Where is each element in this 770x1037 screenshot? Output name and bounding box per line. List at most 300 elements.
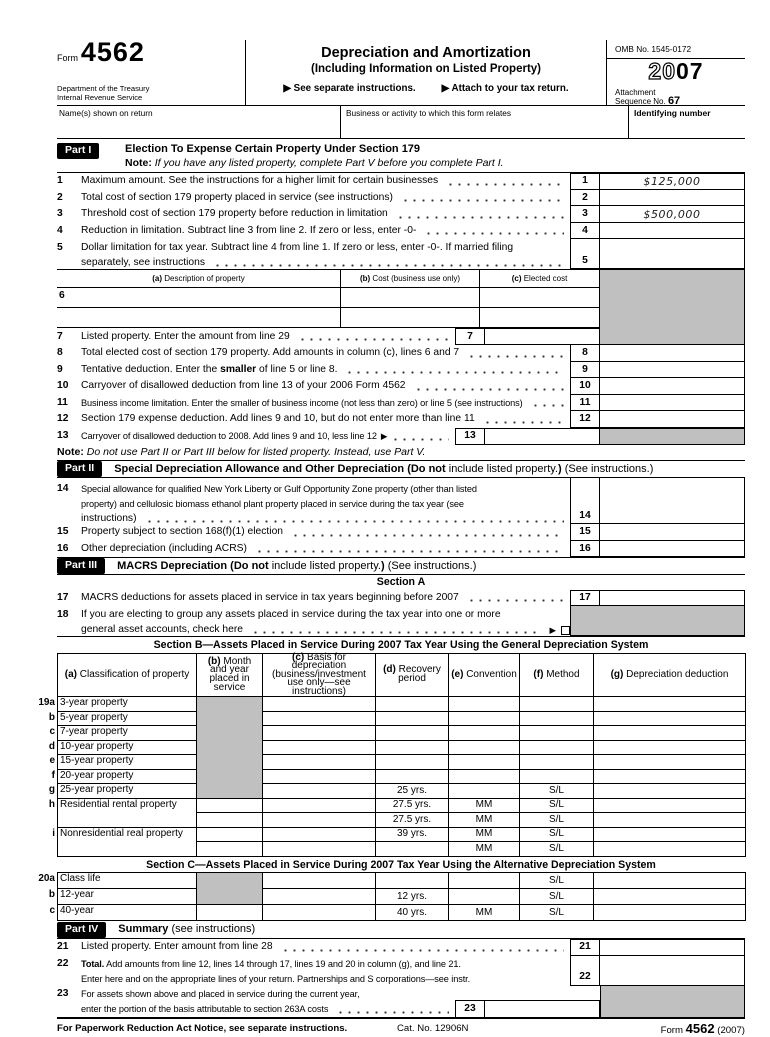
name-label: Name(s) shown on return bbox=[59, 108, 153, 118]
line-12-box: 12 bbox=[570, 411, 600, 427]
row-19g: g 25-year property 25 yrs. S/L bbox=[58, 784, 746, 799]
line-9-label-pre: Tentative deduction. Enter the bbox=[81, 363, 221, 375]
dotted-leader bbox=[446, 183, 564, 186]
cell-19h2-recovery: 27.5 yrs. bbox=[376, 813, 449, 828]
part3-header: Part III MACRS Depreciation (Do not include listed property.) (See instructions.) bbox=[57, 557, 745, 575]
line-15-box: 15 bbox=[570, 524, 600, 540]
col-elected-cost-header: (c) Elected cost bbox=[480, 270, 600, 287]
row-19d: d 10-year property bbox=[58, 740, 746, 755]
line-6-cost-cell-2[interactable] bbox=[340, 308, 480, 327]
dotted-leader bbox=[336, 1011, 449, 1014]
cell-19c-method[interactable] bbox=[520, 726, 594, 741]
identifying-label: Identifying number bbox=[634, 108, 711, 118]
cell-19e-method[interactable] bbox=[520, 755, 594, 770]
line-1-value: $125,000 bbox=[643, 175, 701, 188]
row-20a: 20a Class life S/L bbox=[58, 873, 746, 889]
line-14-number: 14 bbox=[57, 482, 69, 494]
year-outline-digits: 20 bbox=[648, 57, 676, 84]
shaded-month-year-20a-b bbox=[197, 873, 263, 905]
row-19c-label: 7-year property bbox=[60, 726, 128, 738]
cell-19i2-deduction[interactable] bbox=[594, 842, 746, 857]
line-13-box: 13 bbox=[455, 428, 485, 445]
name-field[interactable] bbox=[57, 106, 340, 138]
cell-19h1-month[interactable] bbox=[197, 798, 263, 813]
line-22-label-2: Enter here and on the appropriate lines of your return. Partnerships and S corporations—see instr. bbox=[81, 974, 471, 985]
cell-20c-deduction[interactable] bbox=[594, 905, 746, 921]
cell-19g-recovery: 25 yrs. bbox=[376, 784, 449, 799]
cell-19i2-convention: MM bbox=[449, 842, 520, 857]
cell-19g-deduction[interactable] bbox=[594, 784, 746, 799]
line-23-row bbox=[57, 986, 745, 1019]
line-12-row bbox=[57, 411, 745, 428]
form-number: 4562 bbox=[80, 37, 145, 67]
line-9-entry[interactable] bbox=[600, 362, 745, 378]
cell-19g-basis[interactable] bbox=[263, 784, 376, 799]
row-19b-label: 5-year property bbox=[60, 711, 128, 723]
cell-19g-convention[interactable] bbox=[449, 784, 520, 799]
line-17-number: 17 bbox=[57, 591, 69, 603]
cell-20b-convention[interactable] bbox=[449, 889, 520, 905]
part2-badge: Part II bbox=[57, 461, 102, 477]
cell-19f-method[interactable] bbox=[520, 769, 594, 784]
line-10-box: 10 bbox=[570, 378, 600, 394]
cell-20c-convention: MM bbox=[449, 905, 520, 921]
col-description-header: (a) Description of property bbox=[152, 274, 245, 283]
cell-19c-deduction[interactable] bbox=[594, 726, 746, 741]
cell-19i2-recovery[interactable] bbox=[376, 842, 449, 857]
line-17-box: 17 bbox=[570, 591, 600, 606]
line-9-row bbox=[57, 362, 745, 379]
department-lines bbox=[57, 84, 149, 102]
part1-note-text: If you have any listed property, complete Part V before you complete Part I. bbox=[151, 157, 504, 169]
col-c-header: (c) Basis for depreciation (business/investment use only—see instructions) bbox=[263, 653, 376, 697]
cell-19b-basis[interactable] bbox=[263, 711, 376, 726]
cell-20a-convention[interactable] bbox=[449, 873, 520, 889]
part3-badge: Part III bbox=[57, 558, 105, 574]
dotted-leader bbox=[467, 599, 564, 602]
part3-title-plain: include listed property. bbox=[268, 559, 381, 572]
line-18-label-1: If you are electing to group any assets placed in service during the tax year into one or more bbox=[81, 608, 501, 620]
form-word: Form bbox=[57, 53, 78, 63]
footer-form-id: Form 4562 (2007) bbox=[660, 1020, 745, 1036]
line-5-number: 5 bbox=[57, 241, 63, 253]
line-9-label-post: of line 5 or line 8. bbox=[256, 363, 338, 375]
line-22-label-1: Add amounts from line 12, lines 14 through 17, lines 19 and 20 in column (g), and line 21. bbox=[104, 959, 461, 970]
line-6-elected-cell-1[interactable] bbox=[480, 288, 600, 307]
cell-19f-basis[interactable] bbox=[263, 769, 376, 784]
line-9-box: 9 bbox=[570, 362, 600, 378]
line-21-row bbox=[57, 939, 745, 956]
line-9-label-bold: smaller bbox=[220, 363, 257, 375]
cell-20a-method: S/L bbox=[520, 873, 594, 889]
line-5-row bbox=[57, 239, 745, 269]
row-19i-1: i Nonresidential real property 39 yrs. MM S/L bbox=[58, 827, 746, 842]
identifying-number-field[interactable] bbox=[628, 106, 745, 138]
line-11-box: 11 bbox=[570, 395, 600, 411]
line-6-number-cell[interactable]: 6 bbox=[59, 290, 65, 301]
cell-19i1-method: S/L bbox=[520, 827, 594, 842]
part1-badge: Part I bbox=[57, 143, 99, 159]
line-8-number: 8 bbox=[57, 347, 63, 358]
dotted-leader bbox=[531, 404, 564, 407]
part1-title: Election To Expense Certain Property Under Section 179 bbox=[125, 143, 421, 155]
line-3-number: 3 bbox=[57, 208, 63, 219]
line-5-box: 5 bbox=[570, 239, 600, 268]
cell-20c-basis[interactable] bbox=[263, 905, 376, 921]
line-14-label-2: property) and cellulosic biomass ethanol plant property placed in service during the tax year (see bbox=[81, 498, 464, 509]
shaded-area-line23 bbox=[600, 986, 745, 1017]
line-23-label-1: For assets shown above and placed in service during the current year, bbox=[81, 989, 360, 1000]
part2-title-bold: Special Depreciation Allowance and Other Depreciation (Do not bbox=[114, 462, 446, 475]
cell-19b-convention[interactable] bbox=[449, 711, 520, 726]
line-16-row bbox=[57, 541, 745, 558]
form-header bbox=[57, 37, 745, 107]
cell-19d-convention[interactable] bbox=[449, 740, 520, 755]
row-19e-label: 15-year property bbox=[60, 755, 134, 767]
line-23-entry[interactable] bbox=[485, 1001, 600, 1017]
cell-19i1-recovery: 39 yrs. bbox=[376, 827, 449, 842]
line-10-entry[interactable] bbox=[600, 378, 745, 394]
cell-19i2-method: S/L bbox=[520, 842, 594, 857]
cell-19a-recovery[interactable] bbox=[376, 697, 449, 712]
sequence-label: Sequence No. bbox=[615, 96, 666, 106]
section-b-table bbox=[38, 651, 746, 857]
row-20b: b 12-year 12 yrs. S/L bbox=[58, 889, 746, 905]
line-3-value: $500,000 bbox=[643, 208, 701, 221]
col-d-header: (d) Recovery period bbox=[376, 653, 449, 697]
line-3-label: Threshold cost of section 179 property before reduction in limitation bbox=[81, 208, 388, 219]
cell-19a-basis[interactable] bbox=[263, 697, 376, 712]
line-16-box: 16 bbox=[570, 541, 600, 557]
cell-19d-basis[interactable] bbox=[263, 740, 376, 755]
cell-20b-deduction[interactable] bbox=[594, 889, 746, 905]
omb-year-block bbox=[607, 40, 745, 105]
line-22-row bbox=[57, 956, 745, 986]
line-16-label: Other depreciation (including ACRS) bbox=[81, 542, 247, 554]
part1-footnote: Note: Do not use Part II or Part III below for listed property. Instead, use Part V. bbox=[57, 445, 426, 458]
cell-19c-recovery[interactable] bbox=[376, 726, 449, 741]
line-15-entry[interactable] bbox=[600, 524, 745, 540]
line-10-number: 10 bbox=[57, 380, 69, 391]
col-b-header: (b) Month and year placed in service bbox=[197, 653, 263, 697]
line-5-entry[interactable] bbox=[600, 239, 745, 268]
line-8-row bbox=[57, 345, 745, 362]
part4-title: Summary bbox=[118, 923, 169, 936]
row-20b-label: 12-year bbox=[60, 889, 94, 901]
cell-19h1-deduction[interactable] bbox=[594, 798, 746, 813]
dotted-leader bbox=[396, 216, 564, 219]
dotted-leader bbox=[345, 371, 564, 374]
cell-19e-convention[interactable] bbox=[449, 755, 520, 770]
line-3-entry[interactable] bbox=[600, 206, 745, 222]
cell-20a-recovery[interactable] bbox=[376, 873, 449, 889]
line-22-label-bold: Total. bbox=[81, 959, 105, 970]
line-13-row bbox=[57, 428, 745, 445]
cell-19h1-basis[interactable] bbox=[263, 798, 376, 813]
sequence-number: 67 bbox=[667, 94, 681, 107]
cell-19c-convention[interactable] bbox=[449, 726, 520, 741]
row-19h-1: h Residential rental property 27.5 yrs. MM S/L bbox=[58, 798, 746, 813]
paperwork-notice: For Paperwork Reduction Act Notice, see separate instructions. bbox=[57, 1022, 348, 1034]
line-4-number: 4 bbox=[57, 224, 63, 236]
line-22-entry[interactable] bbox=[600, 956, 745, 985]
dotted-leader bbox=[298, 338, 449, 341]
line-17-label: MACRS deductions for assets placed in service in tax years beginning before 2007 bbox=[81, 591, 459, 603]
line-1-label: Maximum amount. See the instructions for a higher limit for certain businesses bbox=[81, 175, 439, 186]
cell-19h2-deduction[interactable] bbox=[594, 813, 746, 828]
line-11-label: Business income limitation. Enter the smaller of business income (not less than zero) or line 5 (see instructions) bbox=[81, 397, 523, 408]
cell-19a-convention[interactable] bbox=[449, 697, 520, 712]
cell-20a-basis[interactable] bbox=[263, 873, 376, 889]
line-1-box: 1 bbox=[570, 174, 600, 189]
form-title-block bbox=[245, 40, 607, 105]
line-23-box: 23 bbox=[455, 1001, 485, 1017]
business-activity-field[interactable] bbox=[340, 106, 628, 138]
line-6-cost-cell-1[interactable] bbox=[340, 288, 480, 307]
line-2-label: Total cost of section 179 property placed in service (see instructions) bbox=[81, 191, 393, 203]
row-19d-label: 10-year property bbox=[60, 740, 134, 752]
line-3-box: 3 bbox=[570, 206, 600, 222]
dotted-leader bbox=[291, 534, 564, 537]
dotted-leader bbox=[401, 199, 564, 202]
line-6-elected-cell-2[interactable] bbox=[480, 308, 600, 327]
cell-19e-recovery[interactable] bbox=[376, 755, 449, 770]
line-18-number: 18 bbox=[57, 608, 69, 620]
form-subtitle: (Including Information on Listed Property) bbox=[311, 63, 541, 75]
form-title: Depreciation and Amortization bbox=[321, 45, 531, 61]
cell-19d-recovery[interactable] bbox=[376, 740, 449, 755]
row-19g-label: 25-year property bbox=[60, 784, 134, 796]
cell-19h2-convention: MM bbox=[449, 813, 520, 828]
cell-19c-basis[interactable] bbox=[263, 726, 376, 741]
cell-19h2-month[interactable] bbox=[197, 813, 263, 828]
line-17-entry[interactable] bbox=[600, 591, 745, 606]
line-11-row bbox=[57, 395, 745, 412]
form-footer bbox=[57, 1019, 745, 1037]
col-cost-header: (b) Cost (business use only) bbox=[340, 270, 480, 287]
line-4-entry[interactable] bbox=[600, 223, 745, 239]
line-12-entry[interactable] bbox=[600, 411, 745, 427]
dotted-leader bbox=[281, 949, 564, 952]
part2-title-plain: include listed property. bbox=[445, 462, 558, 475]
line-16-number: 16 bbox=[57, 542, 69, 554]
cell-19f-deduction[interactable] bbox=[594, 769, 746, 784]
line-14-label-1: Special allowance for qualified New York Liberty or Gulf Opportunity Zone property (other than listed bbox=[81, 483, 477, 494]
line-22-number: 22 bbox=[57, 958, 69, 970]
row-19b: b 5-year property bbox=[58, 711, 746, 726]
row-19c: c 7-year property bbox=[58, 726, 746, 741]
line-21-number: 21 bbox=[57, 941, 69, 953]
row-20a-label: Class life bbox=[60, 873, 101, 885]
line-8-label: Total elected cost of section 179 property. Add amounts in column (c), lines 6 and 7 bbox=[81, 347, 460, 358]
cell-19i2-basis[interactable] bbox=[263, 842, 376, 857]
line-6-table bbox=[57, 269, 745, 345]
line-1-number: 1 bbox=[57, 175, 63, 186]
line-13-number: 13 bbox=[57, 430, 69, 441]
line-14-entry[interactable] bbox=[600, 478, 745, 523]
row-19i-label: Nonresidential real property bbox=[60, 827, 183, 839]
line-10-label: Carryover of disallowed deduction from line 13 of your 2006 Form 4562 bbox=[81, 380, 406, 391]
attachment-label: Attachment bbox=[615, 87, 656, 97]
section-c-table bbox=[38, 872, 746, 921]
line-23-number: 23 bbox=[57, 988, 69, 1000]
cell-19b-method[interactable] bbox=[520, 711, 594, 726]
line-8-box: 8 bbox=[570, 345, 600, 361]
right-arrow-icon: ▶ bbox=[549, 624, 556, 635]
line-2-entry[interactable] bbox=[600, 190, 745, 206]
cell-20c-method: S/L bbox=[520, 905, 594, 921]
line-23-label-2: enter the portion of the basis attributable to section 263A costs bbox=[81, 1004, 329, 1015]
row-19f: f 20-year property bbox=[58, 769, 746, 784]
cell-19e-basis[interactable] bbox=[263, 755, 376, 770]
cell-19i2-month[interactable] bbox=[197, 842, 263, 857]
cell-19i1-month[interactable] bbox=[197, 827, 263, 842]
dotted-leader bbox=[255, 550, 564, 553]
line-12-number: 12 bbox=[57, 413, 69, 424]
cell-19h1-convention: MM bbox=[449, 798, 520, 813]
line-7-label: Listed property. Enter the amount from line 29 bbox=[81, 330, 290, 342]
line-16-entry[interactable] bbox=[600, 541, 745, 557]
cell-19i1-convention: MM bbox=[449, 827, 520, 842]
line-12-label: Section 179 expense deduction. Add lines 9 and 10, but do not enter more than line 11 bbox=[81, 413, 475, 424]
line-7-entry[interactable] bbox=[485, 328, 600, 345]
part1-note-lead: Note: bbox=[125, 157, 152, 169]
row-19a: 19a 3-year property bbox=[58, 697, 746, 712]
line-21-entry[interactable] bbox=[600, 940, 745, 955]
part3-title-bold: MACRS Depreciation (Do not bbox=[117, 559, 269, 572]
line-14-row bbox=[57, 478, 745, 524]
part2-header: Part II Special Depreciation Allowance and Other Depreciation (Do not include listed property.) (See instructions.) bbox=[57, 460, 745, 478]
line-8-entry[interactable] bbox=[600, 345, 745, 361]
dotted-leader bbox=[213, 264, 564, 267]
row-19a-label: 3-year property bbox=[60, 697, 128, 709]
line-1-row bbox=[57, 173, 745, 190]
cell-20b-basis[interactable] bbox=[263, 889, 376, 905]
line-2-box: 2 bbox=[570, 190, 600, 206]
cell-20c-recovery: 40 yrs. bbox=[376, 905, 449, 921]
dotted-leader bbox=[414, 388, 564, 391]
see-instructions-note: ▶ See separate instructions. bbox=[283, 83, 416, 94]
line-15-label: Property subject to section 168(f)(1) election bbox=[81, 526, 284, 537]
dotted-leader bbox=[251, 631, 539, 634]
line-6-description-cell-2[interactable] bbox=[57, 308, 340, 327]
cell-19h2-method: S/L bbox=[520, 813, 594, 828]
line-18-label-2: general asset accounts, check here bbox=[81, 623, 243, 635]
shaded-area-line18 bbox=[570, 606, 745, 636]
line-2-row bbox=[57, 190, 745, 207]
dotted-leader bbox=[483, 421, 564, 424]
row-19f-label: 20-year property bbox=[60, 769, 134, 781]
cell-19b-deduction[interactable] bbox=[594, 711, 746, 726]
cell-19g-method: S/L bbox=[520, 784, 594, 799]
line-15-number: 15 bbox=[57, 526, 69, 537]
line-4-box: 4 bbox=[570, 223, 600, 239]
cell-19h1-method: S/L bbox=[520, 798, 594, 813]
section-c-title: Section C—Assets Placed in Service During 2007 Tax Year Using the Alternative Depreciation System bbox=[146, 858, 656, 871]
business-label: Business or activity to which this form relates bbox=[346, 108, 512, 118]
cell-19i1-deduction[interactable] bbox=[594, 827, 746, 842]
section-b-title: Section B—Assets Placed in Service During 2007 Tax Year Using the General Depreciation System bbox=[57, 636, 745, 653]
line-13-entry[interactable] bbox=[485, 428, 600, 445]
cell-19h2-basis[interactable] bbox=[263, 813, 376, 828]
cell-19d-method[interactable] bbox=[520, 740, 594, 755]
dotted-leader bbox=[467, 355, 564, 358]
cell-20a-deduction[interactable] bbox=[594, 873, 746, 889]
cell-19e-deduction[interactable] bbox=[594, 755, 746, 770]
line-4-label: Reduction in limitation. Subtract line 3 from line 2. If zero or less, enter -0- bbox=[81, 224, 417, 236]
line-18-checkbox[interactable] bbox=[561, 626, 570, 635]
cell-19d-deduction[interactable] bbox=[594, 740, 746, 755]
shaded-area-line6-7 bbox=[600, 270, 745, 345]
cell-19a-method[interactable] bbox=[520, 697, 594, 712]
department-line-1: Department of the Treasury bbox=[57, 84, 150, 93]
part1-header bbox=[57, 139, 745, 173]
part4-title-rest: (see instructions) bbox=[168, 923, 256, 936]
line-21-label: Listed property. Enter amount from line 28 bbox=[81, 941, 273, 953]
cell-20b-recovery: 12 yrs. bbox=[376, 889, 449, 905]
line-2-number: 2 bbox=[57, 191, 63, 203]
line-7-row bbox=[57, 328, 600, 345]
line-18-row bbox=[57, 606, 745, 636]
line-14-box: 14 bbox=[570, 478, 600, 523]
line-5-label-1: Dollar limitation for tax year. Subtract line 4 from line 1. If zero or less, enter -0-. If married filing bbox=[81, 241, 514, 253]
row-20c: c 40-year 40 yrs. MM S/L bbox=[58, 905, 746, 921]
line-17-row bbox=[57, 590, 745, 607]
cell-19f-recovery[interactable] bbox=[376, 769, 449, 784]
col-a-header: (a) Classification of property bbox=[58, 653, 197, 697]
cell-19f-convention[interactable] bbox=[449, 769, 520, 784]
tax-year bbox=[607, 59, 745, 88]
line-11-number: 11 bbox=[57, 396, 68, 408]
line-9-number: 9 bbox=[57, 363, 63, 375]
dotted-leader bbox=[391, 438, 449, 441]
line-15-row bbox=[57, 524, 745, 541]
line-7-box: 7 bbox=[455, 328, 485, 345]
cell-20b-method: S/L bbox=[520, 889, 594, 905]
part4-header bbox=[57, 921, 745, 939]
catalog-number: Cat. No. 12906N bbox=[397, 1022, 469, 1034]
section-a-title: Section A bbox=[376, 576, 426, 588]
cell-19i1-basis[interactable] bbox=[263, 827, 376, 842]
shaded-area-line13 bbox=[600, 428, 745, 445]
line-21-box: 21 bbox=[570, 940, 600, 955]
line-5-label-2: separately, see instructions bbox=[81, 256, 206, 268]
omb-number: OMB No. 1545-0172 bbox=[607, 40, 745, 59]
row-19e: e 15-year property bbox=[58, 755, 746, 770]
line-13-label: Carryover of disallowed deduction to 2008. Add lines 9 and 10, less line 12 bbox=[81, 431, 377, 441]
line-11-entry[interactable] bbox=[600, 395, 745, 411]
part4-badge: Part IV bbox=[57, 922, 106, 938]
cell-19h1-recovery: 27.5 yrs. bbox=[376, 798, 449, 813]
line-22-box: 22 bbox=[570, 956, 600, 985]
cell-19a-deduction[interactable] bbox=[594, 697, 746, 712]
dotted-leader bbox=[424, 232, 564, 235]
form-number-block bbox=[57, 37, 245, 105]
dotted-leader bbox=[145, 520, 564, 523]
row-20c-label: 40-year bbox=[60, 905, 94, 917]
right-arrow-icon: ▶ bbox=[380, 431, 388, 441]
cell-19b-recovery[interactable] bbox=[376, 711, 449, 726]
col-e-header: (e) Convention bbox=[449, 653, 520, 697]
line-1-entry[interactable] bbox=[600, 174, 745, 189]
shaded-month-year-19a-g bbox=[197, 697, 263, 799]
cell-20c-month[interactable] bbox=[197, 905, 263, 921]
line-7-number: 7 bbox=[57, 330, 63, 342]
line-14-label-3: instructions) bbox=[81, 512, 137, 524]
col-g-header: (g) Depreciation deduction bbox=[594, 653, 746, 697]
row-19h-label: Residential rental property bbox=[60, 798, 177, 810]
department-line-2: Internal Revenue Service bbox=[57, 93, 143, 102]
